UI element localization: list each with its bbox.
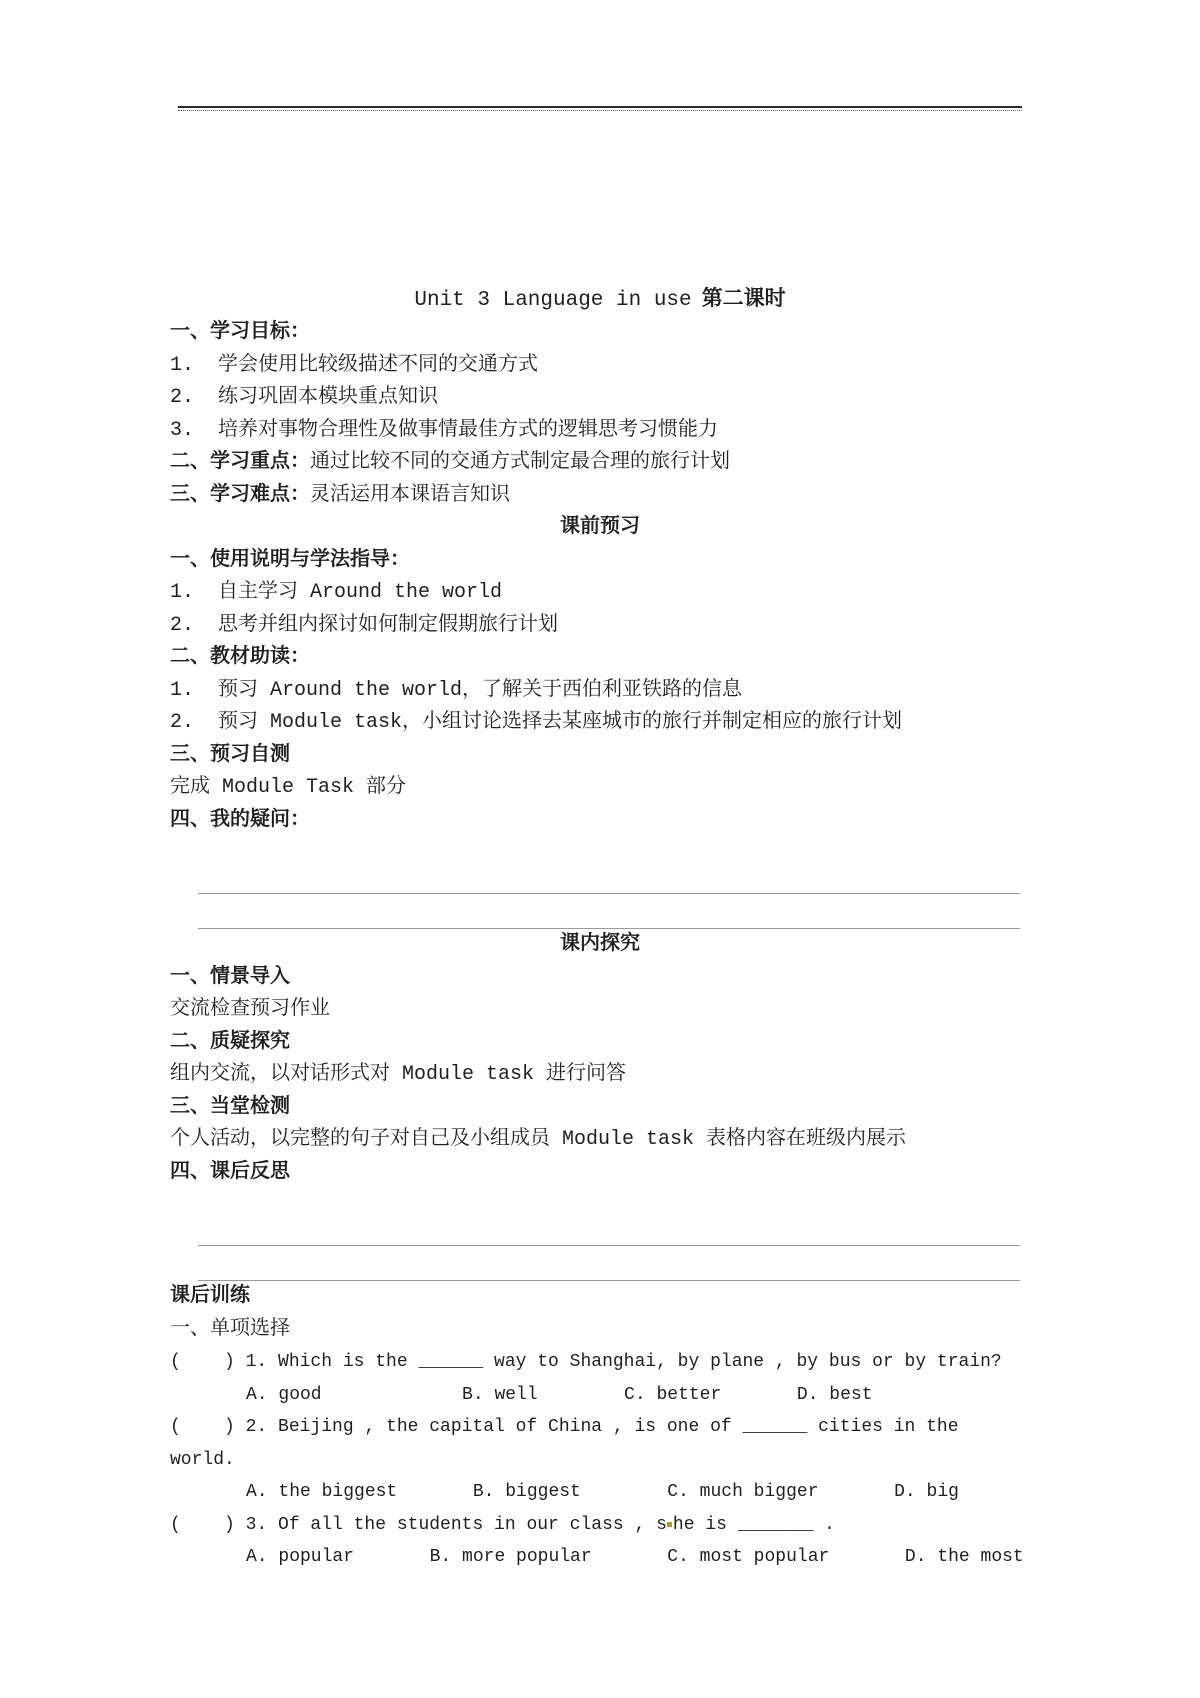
section-heading-my-questions <box>170 805 1030 838</box>
list-item-text: 1. 自主学习 Around the world <box>170 581 503 604</box>
section-heading-textbook-reading <box>170 642 1030 675</box>
question-1-options: A. good B. well C. better D. best <box>246 1384 873 1405</box>
question-2: ( ) 2. Beijing , the capital of China , is one of ______ cities in the world. <box>170 1417 970 1470</box>
section-heading-key-points <box>170 447 1030 480</box>
heading-text: 三、当堂检测 <box>170 1095 290 1119</box>
heading-text: 一、使用说明与学法指导： <box>170 548 410 572</box>
list-item <box>170 415 1030 448</box>
section-heading-self-test <box>170 740 1030 773</box>
body-line <box>170 772 1030 805</box>
homework-subheading <box>170 1314 1030 1347</box>
question-2-options: A. the biggest B. biggest C. much bigger D. big <box>246 1482 959 1502</box>
document-title <box>170 284 1030 317</box>
heading-text: 二、教材助读： <box>170 646 310 669</box>
body-text: 一、单项选择 <box>170 1317 290 1341</box>
body-text: 交流检查预习作业 <box>170 998 330 1021</box>
question-1: ( ) 1. Which is the ______ way to Shanghai, by plane , by bus or by train? <box>170 1352 1002 1372</box>
list-item <box>170 675 1030 708</box>
blank-writing-line <box>198 1211 1020 1246</box>
body-text: 灵活运用本课语言知识 <box>310 483 510 507</box>
heading-text: 二、质疑探究 <box>170 1030 290 1054</box>
blank-writing-line <box>198 894 1020 929</box>
section-heading-inquiry <box>170 1027 1030 1060</box>
heading-text: 课后训练 <box>170 1285 250 1308</box>
list-item-text: 3. 培养对事物合理性及做事情最佳方式的逻辑思考习惯能力 <box>170 418 719 442</box>
section-heading-difficulties <box>170 480 1030 513</box>
question-text: he is _______ . <box>672 1514 835 1535</box>
spacer <box>170 1189 1030 1211</box>
body-line <box>170 1059 1030 1092</box>
question-text: ( ) 3. Of all the students in our class , s <box>170 1514 667 1535</box>
question-3 <box>170 1509 1030 1542</box>
list-item-text: 2. 预习 Module task，小组讨论选择去某座城市的旅行并制定相应的旅行计划 <box>170 711 903 734</box>
list-item <box>170 350 1030 383</box>
list-item-text: 1. 预习 Around the world，了解关于西伯利亚铁路的信息 <box>170 678 743 702</box>
heading-text: 三、学习难点： <box>170 483 310 507</box>
list-item <box>170 610 1030 643</box>
body-line <box>170 994 1030 1027</box>
header-rule <box>178 106 1022 111</box>
heading-text: 四、课后反思 <box>170 1160 290 1184</box>
section-heading-class-test <box>170 1092 1030 1125</box>
body-text: 组内交流，以对话形式对 Module task 进行问答 <box>170 1063 627 1086</box>
spacer <box>170 837 1030 859</box>
heading-text: 三、预习自测 <box>170 743 290 767</box>
list-item-text: 2. 练习巩固本模块重点知识 <box>170 386 439 409</box>
heading-text: 四、我的疑问： <box>170 808 310 832</box>
body-line <box>170 1124 1030 1157</box>
body-text: 完成 Module Task 部分 <box>170 776 407 799</box>
section-title-preview: 课前预习 <box>560 516 640 539</box>
document-content <box>170 284 1030 1574</box>
heading-text: 一、学习目标： <box>170 321 310 344</box>
blank-writing-line <box>198 1246 1020 1281</box>
body-text: 个人活动，以完整的句子对自己及小组成员 Module task 表格内容在班级内展示 <box>170 1128 907 1151</box>
section-heading-reflection <box>170 1157 1030 1190</box>
list-item-text: 1. 学会使用比较级描述不同的交通方式 <box>170 353 539 377</box>
list-item <box>170 577 1030 610</box>
title-english: Unit 3 Language in use <box>414 289 692 312</box>
list-item <box>170 707 1030 740</box>
list-item-text: 2. 思考并组内探讨如何制定假期旅行计划 <box>170 613 559 637</box>
section-heading-guide <box>170 545 1030 578</box>
section-title-inclass: 课内探究 <box>560 933 640 956</box>
heading-text: 一、情景导入 <box>170 965 290 989</box>
question-3-options: A. popular B. more popular C. most popular D. the most <box>246 1547 1024 1567</box>
list-item <box>170 382 1030 415</box>
highlight-dot <box>667 1522 672 1527</box>
section-heading-goals <box>170 317 1030 350</box>
blank-writing-line <box>198 859 1020 894</box>
section-title-homework <box>170 1281 1030 1314</box>
title-chinese: 第二课时 <box>701 289 786 312</box>
heading-text: 二、学习重点： <box>170 451 310 474</box>
section-heading-lead-in <box>170 962 1030 995</box>
body-text: 通过比较不同的交通方式制定最合理的旅行计划 <box>310 451 730 474</box>
